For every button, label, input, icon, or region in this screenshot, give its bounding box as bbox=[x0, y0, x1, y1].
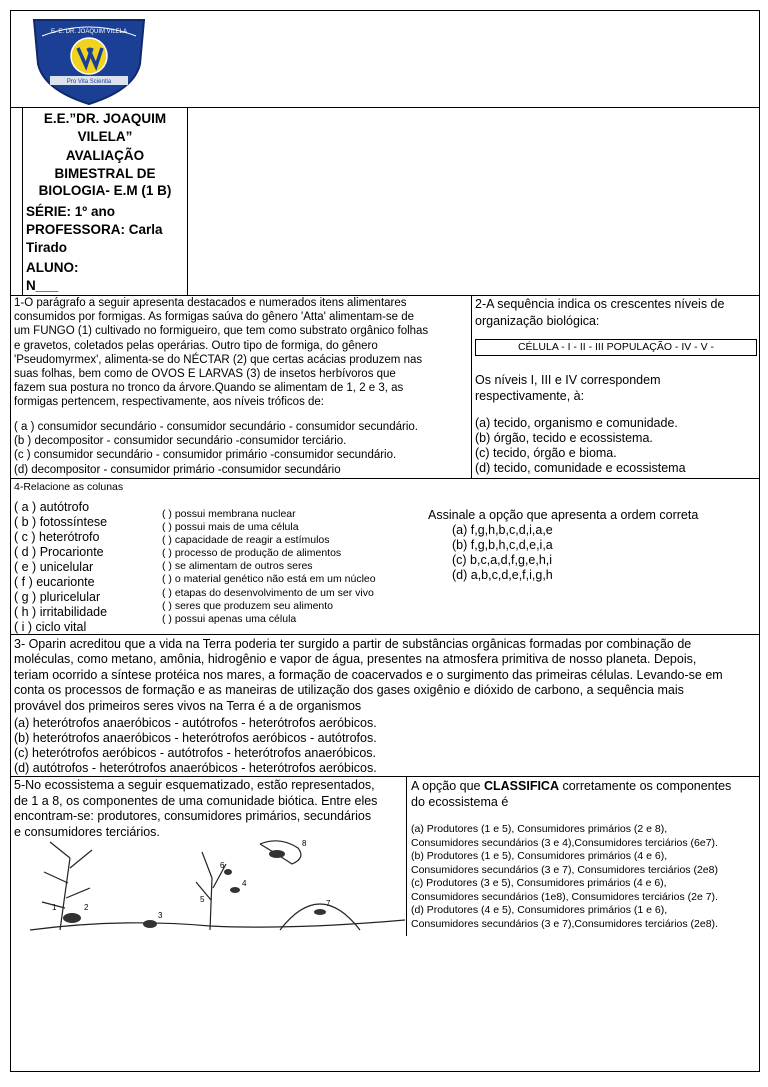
q2-title: 2-A sequência indica os crescentes níveis de bbox=[475, 297, 725, 311]
q1-line: um FUNGO (1) cultivado no formigueiro, que tem como substrato orgânico folhas bbox=[14, 325, 429, 338]
q4-right-item[interactable]: ( ) seres que produzem seu alimento bbox=[162, 599, 333, 612]
animal-2 bbox=[63, 913, 81, 923]
question-4-title: 4-Relacione as colunas bbox=[14, 481, 124, 493]
divider bbox=[10, 776, 760, 777]
q4-left-item: ( i ) ciclo vital bbox=[14, 620, 87, 634]
q1-option-a[interactable]: ( a ) consumidor secundário - consumidor secundário - consumidor secundário. bbox=[14, 421, 418, 433]
q3-option-d[interactable]: (d) autótrofos - heterótrofos anaeróbicos - heterótrofos aeróbicos. bbox=[14, 761, 377, 775]
q1-option-b[interactable]: (b ) decompositor - consumidor secundário -consumidor terciário. bbox=[14, 435, 347, 448]
q4-left-column bbox=[14, 500, 107, 635]
q2-title: organização biológica: bbox=[475, 314, 600, 328]
q4-right-item[interactable]: ( ) possui mais de uma célula bbox=[162, 521, 299, 534]
professora-name: Tirado bbox=[26, 240, 68, 255]
divider bbox=[406, 776, 407, 936]
evaluation-title bbox=[24, 147, 186, 200]
figure-number: 6 bbox=[220, 861, 225, 870]
q5-option-d[interactable]: (d) Produtores (4 e 5), Consumidores primários (1 e 6), bbox=[411, 904, 668, 916]
numero-label: N___ bbox=[26, 278, 59, 293]
divider bbox=[10, 478, 760, 479]
divider bbox=[10, 107, 760, 108]
q4-option-c[interactable]: (c) b,c,a,d,f,g,e,h,i bbox=[452, 553, 553, 567]
divider bbox=[471, 295, 472, 478]
q2-option-c[interactable]: (c) tecido, órgão e bioma. bbox=[475, 446, 617, 460]
q5-option-b-cont: Consumidores secundários (3 e 7), Consumidores terciários (2e8) bbox=[411, 863, 718, 876]
q5-option-a-cont: Consumidores secundários (3 e 4),Consumidores terciários (6e7). bbox=[411, 836, 718, 849]
q5-prompt bbox=[411, 778, 731, 810]
q5-prompt-line-2: do ecossistema é bbox=[411, 795, 509, 809]
q4-option-d[interactable]: (d) a,b,c,d,e,f,i,g,h bbox=[452, 568, 553, 582]
question-5 bbox=[14, 778, 377, 840]
q5-line: encontram-se: produtores, consumidores primários, secundários bbox=[14, 809, 372, 823]
q5-options bbox=[411, 823, 718, 931]
logo-text-top: E. E. DR. JOAQUIM VILELA bbox=[50, 29, 128, 35]
q3-line: teriam ocorrido a síntese protéica nos mares, a formação de coacervados e o surgimento das primeiras células. Levando-se em bbox=[14, 667, 723, 682]
q4-left-item: ( h ) irritabilidade bbox=[14, 605, 108, 619]
figure-number: 8 bbox=[302, 839, 307, 848]
q2-option-d[interactable]: (d) tecido, comunidade e ecossistema bbox=[475, 461, 686, 475]
q5-option-d-cont: Consumidores secundários (3 e 7),Consumidores terciários (2e8). bbox=[411, 917, 718, 930]
q1-line: fazem sua postura no tronco da árvore.Quando se alimentam de 1, 2 e 3, as bbox=[14, 382, 404, 395]
q4-right-item[interactable]: ( ) capacidade de reagir a estímulos bbox=[162, 534, 330, 547]
figure-number: 4 bbox=[242, 879, 247, 888]
q4-options bbox=[452, 523, 553, 583]
q5-line: e consumidores terciários. bbox=[14, 824, 160, 839]
q4-left-item: ( d ) Procarionte bbox=[14, 545, 104, 559]
q2-question-line: Os níveis I, III e IV correspondem bbox=[475, 373, 661, 387]
q3-line: provável dos primeiros seres vivos na Terra é a de organismos bbox=[14, 698, 362, 713]
q5-prompt-text: A opção que bbox=[411, 779, 484, 793]
school-line-2: VILELA” bbox=[77, 128, 133, 144]
eval-line-2: BIMESTRAL DE bbox=[54, 165, 156, 181]
q4-instruction: Assinale a opção que apresenta a ordem correta bbox=[428, 508, 699, 522]
school-name bbox=[24, 110, 186, 145]
q2-options bbox=[475, 416, 686, 476]
q3-option-a[interactable]: (a) heterótrofos anaeróbicos - autótrofos - heterótrofos aeróbicos. bbox=[14, 716, 377, 730]
q4-right-item[interactable]: ( ) processo de produção de alimentos bbox=[162, 547, 342, 560]
q4-right-item[interactable]: ( ) se alimentam de outros seres bbox=[162, 560, 313, 573]
q4-right-item[interactable]: ( ) possui membrana nuclear bbox=[162, 508, 296, 520]
question-2 bbox=[475, 296, 724, 330]
q4-right-column bbox=[162, 508, 376, 626]
q2-question-line: respectivamente, à: bbox=[475, 389, 585, 403]
q4-left-item: ( a ) autótrofo bbox=[14, 500, 90, 514]
q5-prompt-text: corretamente os componentes bbox=[558, 779, 732, 793]
q4-right-item[interactable]: ( ) possui apenas uma célula bbox=[162, 612, 297, 625]
q2-option-b[interactable]: (b) órgão, tecido e ecossistema. bbox=[475, 431, 653, 445]
insect-4 bbox=[230, 887, 240, 893]
q1-line: formigas pertencem, respectivamente, aos níveis tróficos de: bbox=[14, 396, 325, 409]
q5-line: 5-No ecossistema a seguir esquematizado, estão representados, bbox=[14, 778, 375, 792]
divider bbox=[22, 107, 23, 295]
serie-label: SÉRIE: 1º ano bbox=[26, 204, 115, 219]
q1-line: suas folhas, bem como de OVOS E LARVAS (3) de insetos herbívoros que bbox=[14, 368, 396, 381]
q1-option-d[interactable]: (d) decompositor - consumidor primário -consumidor secundário bbox=[14, 463, 341, 476]
question-3 bbox=[14, 637, 723, 714]
q1-line: e gravetos, coletados pelas operárias. Outro tipo de formiga, do gênero bbox=[14, 339, 378, 352]
figure-number: 5 bbox=[200, 895, 205, 904]
q4-right-item[interactable]: ( ) o material genético não está em um núcleo bbox=[162, 573, 376, 586]
q1-line: 'Pseudomyrmex', alimenta-se do NÉCTAR (2) que certas acácias produzem nas bbox=[14, 353, 423, 366]
school-logo bbox=[28, 14, 150, 106]
aluno-label: ALUNO: bbox=[26, 260, 79, 275]
q1-options bbox=[14, 420, 418, 477]
q1-line: consumidos por formigas. As formigas saúva do gênero 'Atta' alimentam-se de bbox=[14, 311, 415, 324]
q2-question bbox=[475, 372, 661, 404]
figure-number: 7 bbox=[326, 899, 331, 908]
divider bbox=[187, 107, 188, 295]
q2-option-a[interactable]: (a) tecido, organismo e comunidade. bbox=[475, 416, 678, 430]
q5-option-b[interactable]: (b) Produtores (1 e 5), Consumidores primários (4 e 6), bbox=[411, 850, 668, 862]
school-line-1: E.E.”DR. JOAQUIM bbox=[43, 111, 167, 126]
q3-options bbox=[14, 716, 377, 776]
q4-option-a[interactable]: (a) f,g,h,b,c,d,i,a,e bbox=[452, 523, 553, 537]
figure-number: 1 bbox=[52, 903, 57, 912]
figure-number: 3 bbox=[158, 911, 163, 920]
animal-3 bbox=[143, 920, 157, 928]
q5-option-c[interactable]: (c) Produtores (3 e 5), Consumidores primários (4 e 6), bbox=[411, 877, 667, 889]
q4-option-b[interactable]: (b) f,g,b,h,c,d,e,i,a bbox=[452, 538, 553, 552]
q4-left-item: ( g ) pluricelular bbox=[14, 590, 101, 604]
professora-label: PROFESSORA: Carla bbox=[26, 222, 163, 237]
q5-prompt-bold: CLASSIFICA bbox=[483, 779, 559, 793]
q3-option-b[interactable]: (b) heterótrofos anaeróbicos - heterótrofos aeróbicos - autótrofos. bbox=[14, 731, 377, 745]
q4-right-item[interactable]: ( ) etapas do desenvolvimento de um ser vivo bbox=[162, 586, 374, 599]
q1-option-c[interactable]: (c ) consumidor secundário - consumidor primário -consumidor secundário. bbox=[14, 449, 397, 462]
q4-left-item: ( f ) eucarionte bbox=[14, 575, 95, 589]
animal-7 bbox=[314, 909, 326, 915]
eval-line-1: AVALIAÇÃO bbox=[65, 148, 145, 163]
q3-line: 3- Oparin acreditou que a vida na Terra poderia ter surgido a partir de substâncias orgânicas formadas por combinação de bbox=[14, 637, 692, 651]
q4-left-item: ( c ) heterótrofo bbox=[14, 530, 100, 544]
figure-number: 2 bbox=[84, 903, 89, 912]
q5-line: de 1 a 8, os componentes de uma comunidade biótica. Entre eles bbox=[14, 793, 378, 808]
ecosystem-illustration bbox=[30, 838, 405, 936]
divider bbox=[10, 634, 760, 635]
eval-line-3: BIOLOGIA- E.M (1 B) bbox=[38, 183, 172, 198]
q4-left-item: ( e ) unicelular bbox=[14, 560, 94, 574]
q3-line: conta os processos de formação e as maneiras de utilização dos gases oxigênio e dióxido de carbono, a sequência mais bbox=[14, 683, 684, 698]
q3-option-c[interactable]: (c) heterótrofos aeróbicos - autótrofos - heterótrofos anaeróbicos. bbox=[14, 746, 376, 760]
question-1 bbox=[14, 296, 428, 410]
q3-line: moléculas, como metano, amônia, hidrogênio e vapor de água, presentes na atmosfera primitiva de nosso planeta. Depois, bbox=[14, 652, 697, 667]
ground-line bbox=[30, 920, 405, 930]
bird-body-8 bbox=[269, 850, 285, 858]
q1-line: 1-O parágrafo a seguir apresenta destacados e numerados itens alimentares bbox=[14, 297, 407, 309]
insect-6 bbox=[224, 869, 232, 875]
q4-left-item: ( b ) fotossíntese bbox=[14, 515, 108, 529]
q5-option-c-cont: Consumidores secundários (1e8), Consumidores terciários (2e 7). bbox=[411, 890, 718, 903]
q5-option-a[interactable]: (a) Produtores (1 e 5), Consumidores primários (2 e 8), bbox=[411, 823, 668, 835]
q2-sequence-box: CÉLULA - I - II - III POPULAÇÃO - IV - V - bbox=[475, 339, 757, 356]
logo-text-bottom: Pro Vita Scientia bbox=[66, 79, 112, 85]
